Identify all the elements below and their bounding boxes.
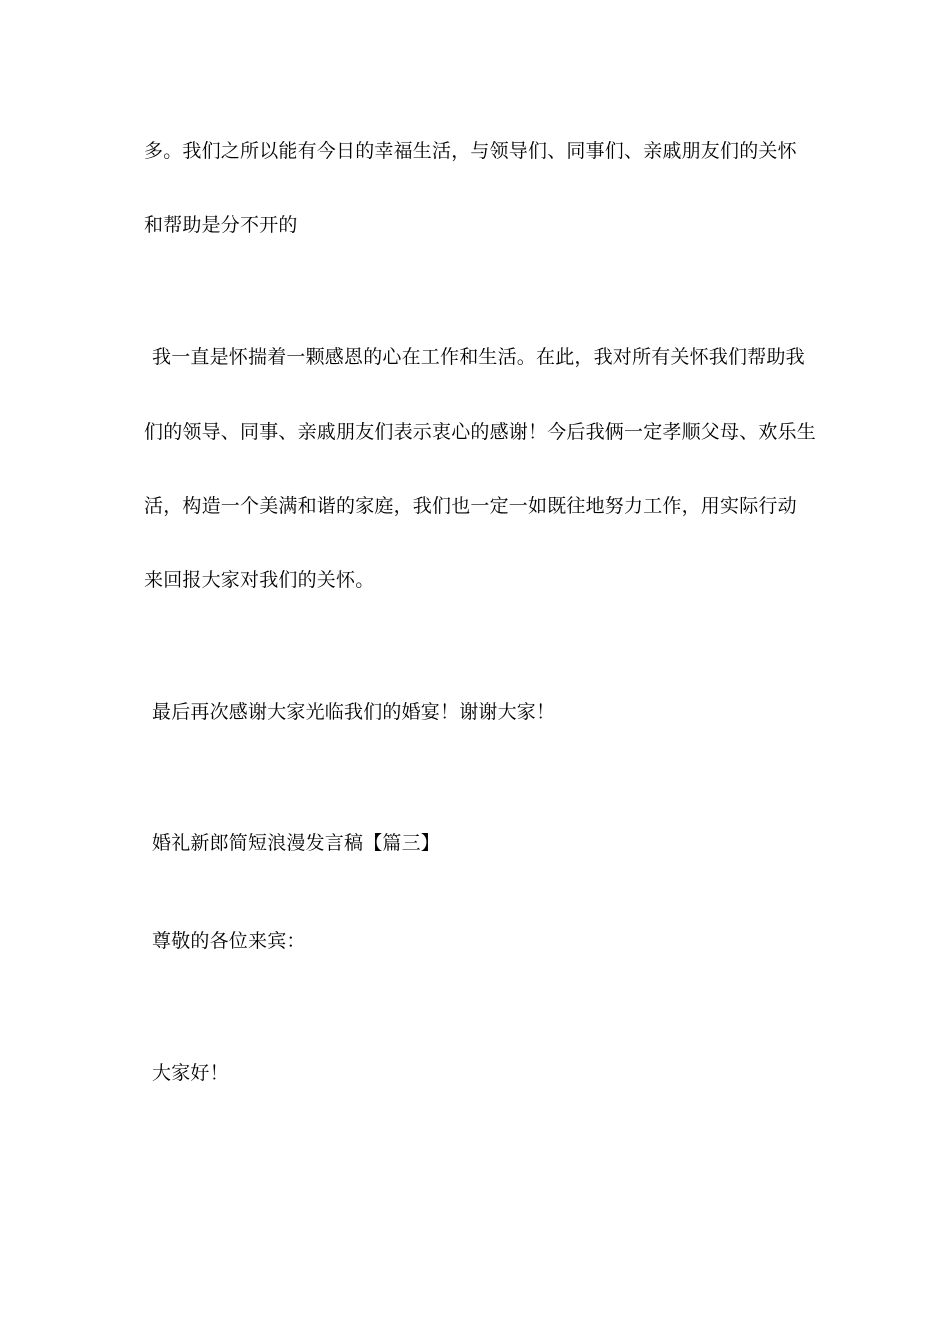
greeting: 大家好！ xyxy=(152,1062,229,1084)
closing-line: 最后再次感谢大家光临我们的婚宴！谢谢大家！ xyxy=(152,701,556,723)
paragraph-line: 多。我们之所以能有今日的幸福生活，与领导们、同事们、亲戚朋友们的关怀 xyxy=(144,140,797,162)
paragraph-line: 和帮助是分不开的 xyxy=(144,214,298,236)
paragraph-line: 们的领导、同事、亲戚朋友们表示衷心的感谢！今后我俩一定孝顺父母、欢乐生 xyxy=(144,421,817,443)
paragraph-line: 我一直是怀揣着一颗感恩的心在工作和生活。在此，我对所有关怀我们帮助我 xyxy=(152,346,805,368)
paragraph-line: 来回报大家对我们的关怀。 xyxy=(144,569,375,591)
section-title: 婚礼新郎简短浪漫发言稿【篇三】 xyxy=(152,832,441,854)
paragraph-line: 活，构造一个美满和谐的家庭，我们也一定一如既往地努力工作，用实际行动 xyxy=(144,495,797,517)
salutation: 尊敬的各位来宾： xyxy=(152,930,306,952)
